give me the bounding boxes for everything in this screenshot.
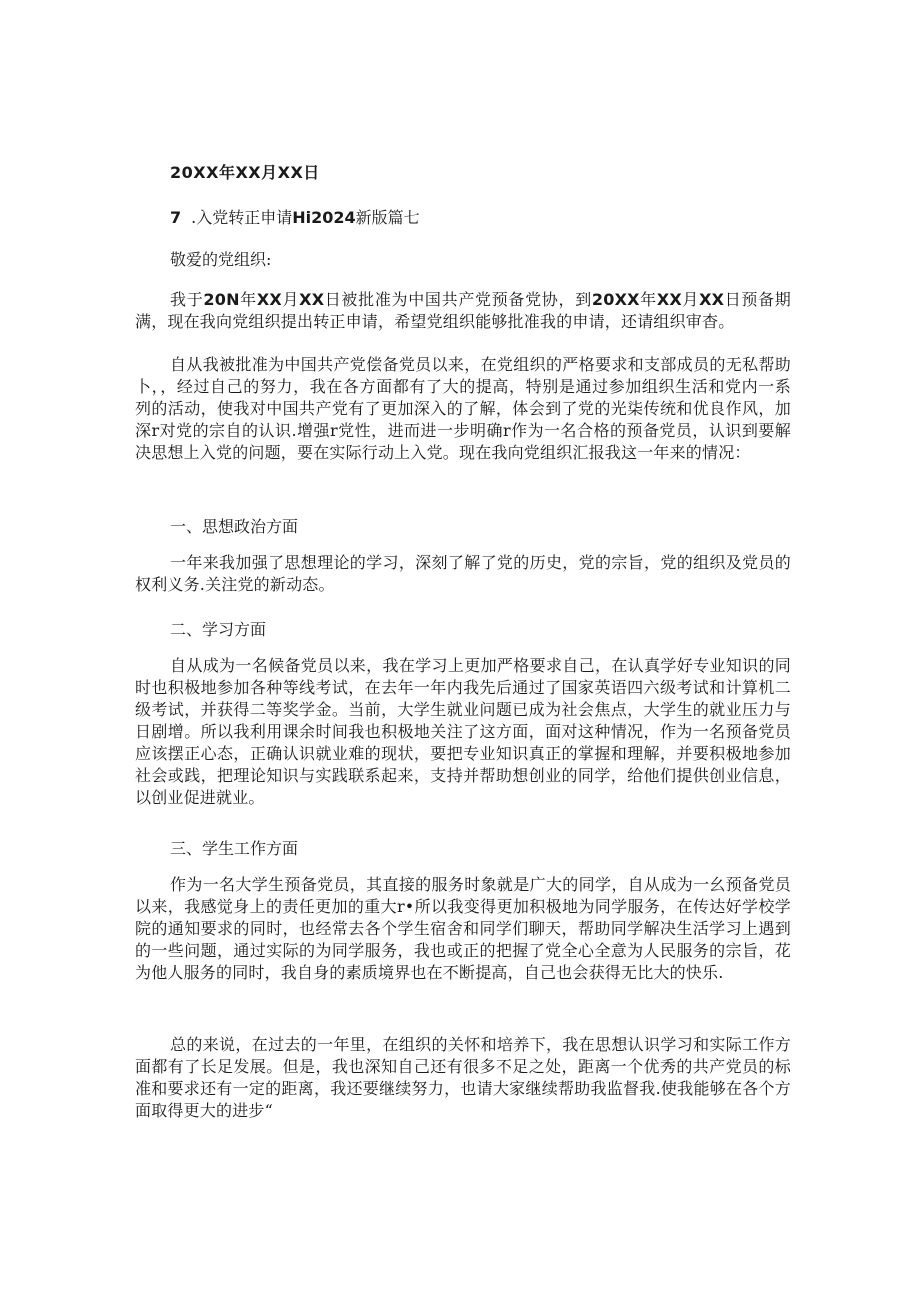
section-title-prefix: .入党转正申请 <box>191 208 293 227</box>
paragraph-6: 总的来说，在过去的一年里，在组织的关怀和培养下，我在思想认识学习和实际工作方面都有了长足发展。但是，我也深知自己还有很多不足之处，距离一个优秀的共产党员的标准和要求还有一定的距离，我还要继续努力，也请大家继续帮助我监督我.使我能够在各个方面取得更大的进步“ <box>135 1035 791 1120</box>
salutation: 敬爱的党组织: <box>170 250 272 269</box>
paragraph-4: 自从成为一名候备党员以来，我在学习上更加严格要求自己，在认真学好专业知识的同时也积极地参加各种等线考试，在去年一年内我先后通过了国家英语四六级考试和计算机二级考试，并获得二等奖学金。当前，大学生就业问题已成为社会焦点，大学生的就业压力与日剧增。所以我利用课余时间我也积极地关注了这方面，面对这种情况，作为一名预备党员应该摆正心态，正确认识就业难的现状，要把专业知识真正的掌握和理解，并要积极地参加社会或践，把理论知识与实践联系起来，支持并帮助想创业的同学，给他们提供创业信息，以创业促进就业。 <box>135 656 791 807</box>
date-line: 20XX年XX月XX日 <box>170 163 320 182</box>
intro-text-f: XX <box>299 290 325 309</box>
section-number: 7 <box>170 208 182 227</box>
intro-text-b: 20N <box>203 290 240 309</box>
intro-text-g: 日被批准为中国共产党预备党协，到 <box>324 290 592 309</box>
intro-text-i: 年 <box>639 290 657 309</box>
intro-text-d: XX <box>256 290 282 309</box>
paragraph-5: 作为一名大学生预备党员，其直接的服务时象就是广大的同学，自从成为一幺预备党员以来，我感觉身上的责任更加的重大r•所以我变得更加积极地为同学服务，在传达好学校学院的通知要求的同时，也经常去各个学生宿舍和同学们聊天，帮助同学解决生活学习上遇到的一些问题，通过实际的为同学服务，我也或正的把握了党全心全意为人民服务的宗旨，花为他人服务的同时，我自身的素质境界也在不断提高，自己也会获得无比大的快乐. <box>135 875 791 982</box>
intro-text-m: 日预备期满，现在我向党组织提出转正申请，希望党组织能够批准我的申请，还请组织审杳。 <box>135 290 792 331</box>
heading-study: 二、学习方面 <box>170 620 267 639</box>
heading-student-work: 三、学生工作方面 <box>170 839 299 858</box>
intro-paragraph <box>135 289 791 333</box>
intro-text-k: 月 <box>681 290 700 309</box>
section-title-suffix: 新版篇七 <box>355 208 420 227</box>
intro-text-a: 我于 <box>170 290 204 309</box>
heading-ideology: 一、思想政治方面 <box>170 517 299 536</box>
paragraph-3: 一年来我加强了思想理论的学习，深刻了解了党的历史，党的宗旨，党的组织及党员的权利义务.关注党的新动态。 <box>135 553 791 594</box>
intro-text-h: 20XX <box>591 290 640 309</box>
section-title-bold: Hi2024 <box>292 208 356 227</box>
intro-text-c: 年 <box>239 290 257 309</box>
intro-text-e: 月 <box>281 290 300 309</box>
paragraph-2: 自从我被批准为中国共产党偿备党员以来，在党组织的严格要求和支部成员的无私帮助卜，，经过自己的努力，我在各方面都有了大的提高，特别是通过参加组织生活和党内一系列的活动，使我对中国共产党有了更加深入的了解，体会到了党的光柒传统和优良作风，加深r对党的宗自的认识.增强r党性，进而进一步明确r作为一名合格的预备党员，认识到要解决思想上入党的问题，要在实际行动上入党。现在我向党组织汇报我这一年来的情况： <box>135 355 791 462</box>
intro-text-j: XX <box>656 290 682 309</box>
intro-text-l: XX <box>699 290 725 309</box>
section-heading <box>170 205 420 228</box>
